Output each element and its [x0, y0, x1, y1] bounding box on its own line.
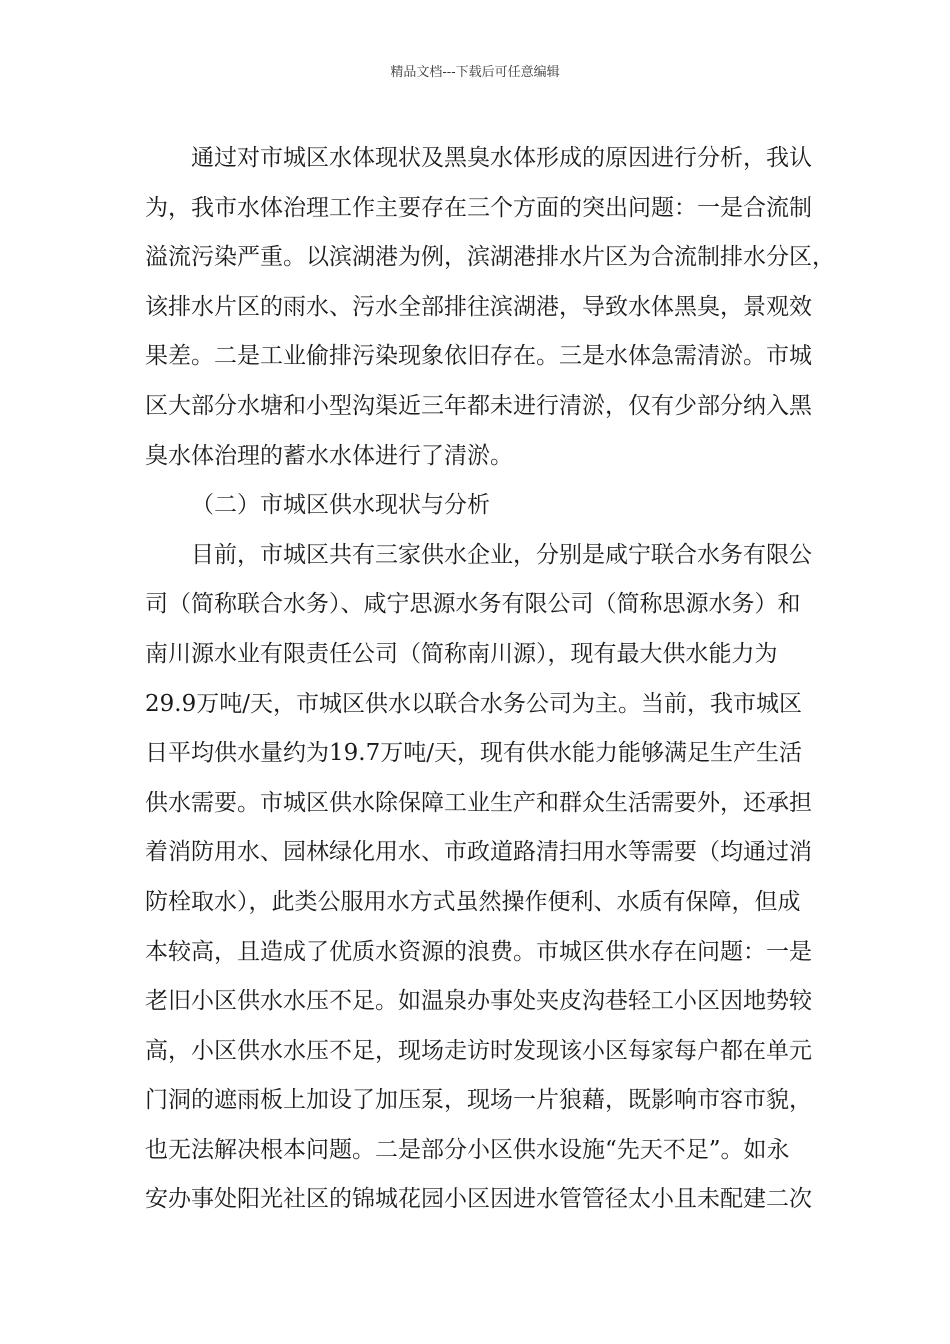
text-line: 区大部分水塘和小型沟渠近三年都未进行清淤，仅有少部分纳入黑 — [145, 392, 812, 419]
text-line: 该排水片区的雨水、污水全部排往滨湖港，导致水体黑臭，景观效 — [145, 293, 812, 320]
text-line: 日平均供水量约为19.7万吨/天，现有供水能力能够满足生产生活 — [145, 740, 802, 767]
text-line: 本较高，且造成了优质水资源的浪费。市城区供水存在问题：一是 — [145, 938, 812, 965]
document-body — [145, 134, 835, 1225]
text-line: 司（简称联合水务）、咸宁思源水务有限公司（简称思源水务）和 — [145, 591, 801, 618]
text-line: 臭水体治理的蓄水水体进行了清淤。 — [145, 442, 513, 469]
text-line: 老旧小区供水水压不足。如温泉办事处夹皮沟巷轻工小区因地势较 — [145, 988, 812, 1015]
text-line: 为，我市水体治理工作主要存在三个方面的突出问题：一是合流制 — [145, 194, 812, 221]
text-line: （二）市城区供水现状与分析 — [191, 492, 490, 519]
text-line: 果差。二是工业偷排污染现象依旧存在。三是水体急需清淤。市城 — [145, 343, 812, 370]
text-line: 门洞的遮雨板上加设了加压泵，现场一片狼藉，既影响市容市貌， — [145, 1087, 812, 1114]
text-line: 溢流污染严重。以滨湖港为例，滨湖港排水片区为合流制排水分区， — [145, 244, 835, 271]
text-line: 防栓取水），此类公服用水方式虽然操作便利、水质有保障，但成 — [145, 888, 801, 915]
text-line: 着消防用水、园林绿化用水、市政道路清扫用水等需要（均通过消 — [145, 839, 812, 866]
text-line: 南川源水业有限责任公司（简称南川源），现有最大供水能力为 — [145, 640, 778, 667]
text-line: 也无法解决根本问题。二是部分小区供水设施“先天不足”。如永 — [145, 1136, 790, 1163]
text-line: 高，小区供水水压不足，现场走访时发现该小区每家每户都在单元 — [145, 1037, 812, 1064]
page-header: 精品文档---下载后可任意编辑 — [390, 65, 560, 80]
text-line: 安办事处阳光社区的锦城花园小区因进水管管径太小且未配建二次 — [145, 1186, 812, 1213]
text-line: 目前，市城区共有三家供水企业，分别是咸宁联合水务有限公 — [191, 541, 812, 568]
text-line: 29.9万吨/天，市城区供水以联合水务公司为主。当前，我市城区 — [145, 690, 802, 717]
text-line: 供水需要。市城区供水除保障工业生产和群众生活需要外，还承担 — [145, 789, 812, 816]
text-line: 通过对市城区水体现状及黑臭水体形成的原因进行分析，我认 — [191, 145, 812, 171]
